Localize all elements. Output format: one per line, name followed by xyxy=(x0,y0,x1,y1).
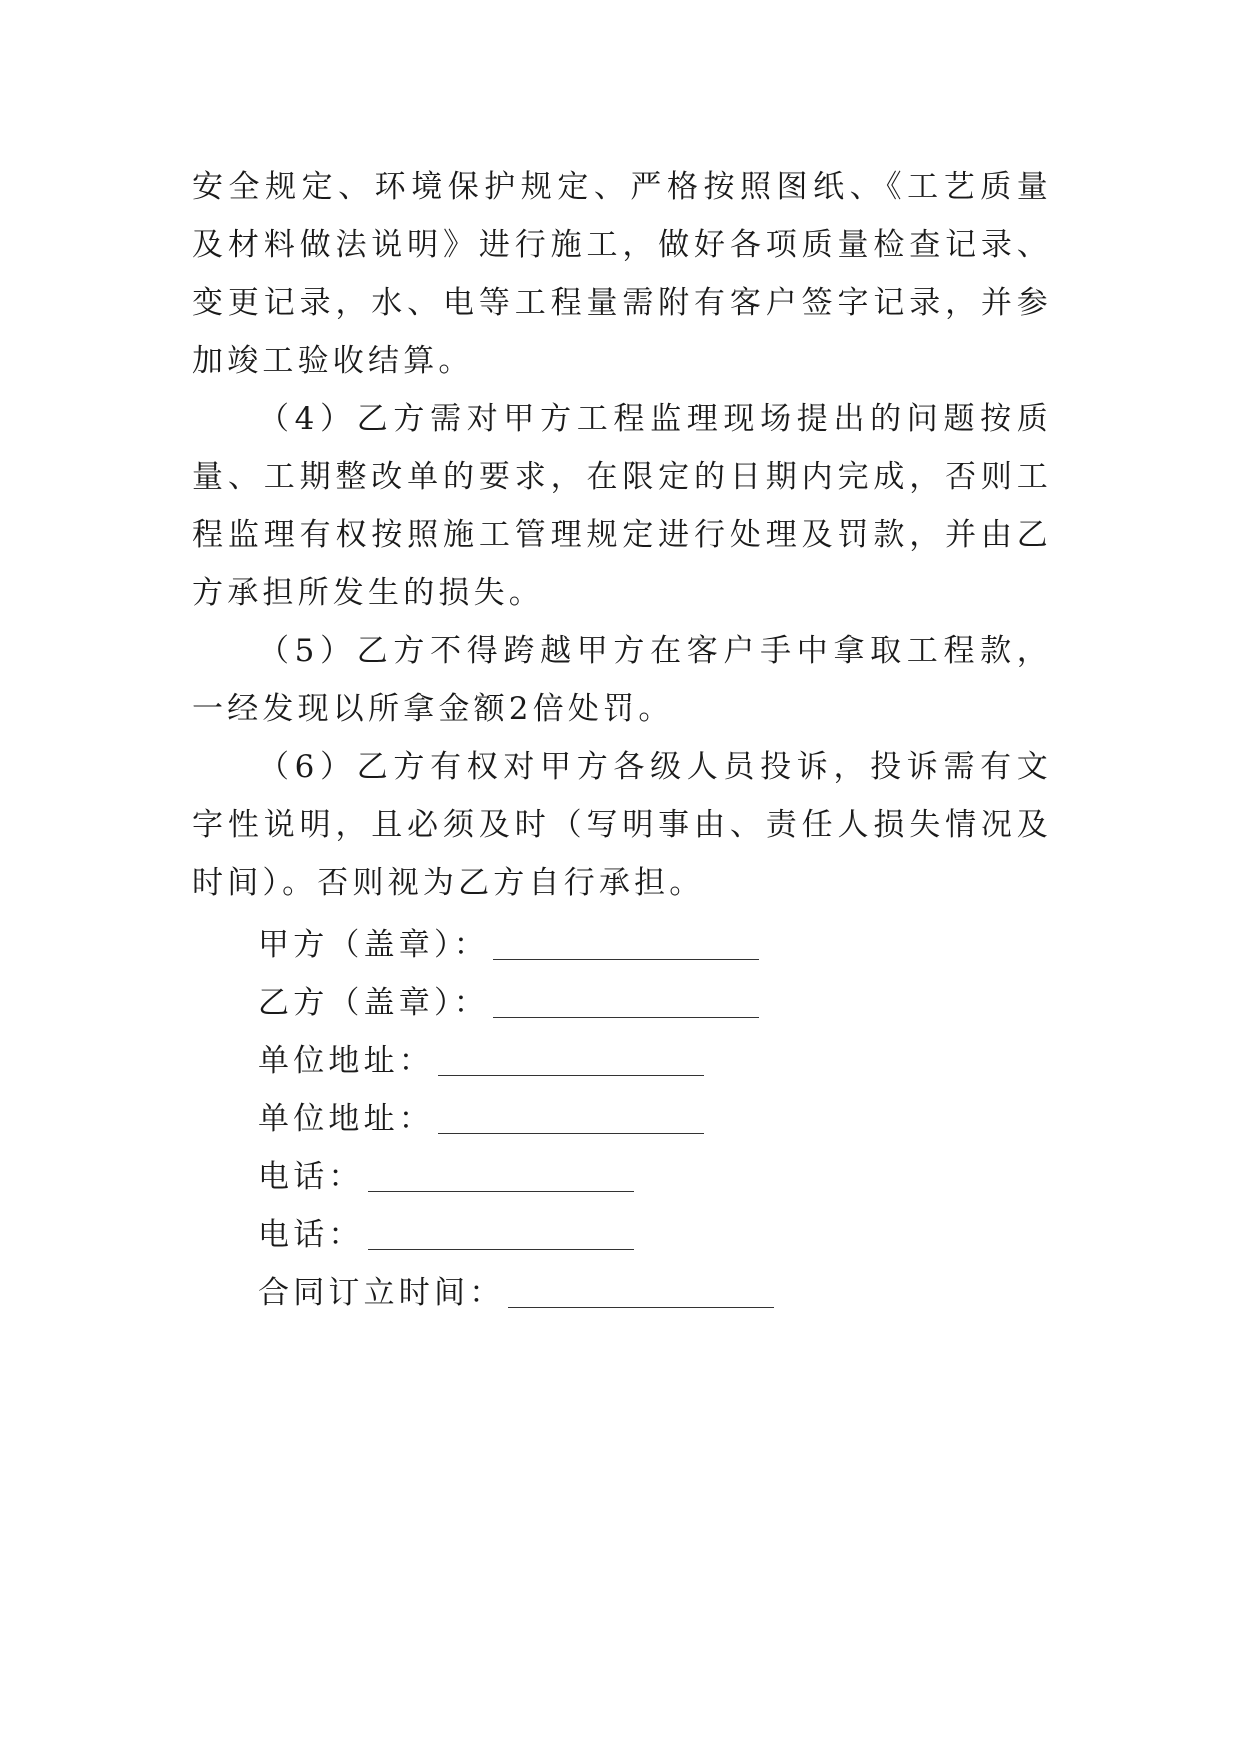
phone-b-label: 电话： xyxy=(258,1216,364,1253)
phone-a-blank[interactable] xyxy=(368,1161,634,1192)
contract-date-line xyxy=(192,1260,1052,1318)
party-a-seal-line xyxy=(192,912,1052,970)
phone-b-blank[interactable] xyxy=(368,1219,634,1250)
address-b-label: 单位地址： xyxy=(258,1100,434,1137)
signature-block xyxy=(192,912,1052,1318)
address-b-blank[interactable] xyxy=(438,1103,704,1134)
paragraph-3-continued: 安全规定、环境保护规定、严格按照图纸、《工艺质量及材料做法说明》进行施工，做好各项质量检查记录、变更记录，水、电等工程量需附有客户签字记录，并参加竣工验收结算。 xyxy=(192,169,1052,379)
contract-date-label: 合同订立时间： xyxy=(258,1274,505,1311)
document-page xyxy=(192,158,1052,1318)
party-a-seal-label: 甲方（盖章）： xyxy=(258,926,489,963)
paragraph-5: （5）乙方不得跨越甲方在客户手中拿取工程款，一经发现以所拿金额2倍处罚。 xyxy=(192,633,1052,727)
phone-a-line xyxy=(192,1144,1052,1202)
paragraph-6: （6）乙方有权对甲方各级人员投诉，投诉需有文字性说明，且必须及时（写明事由、责任人损失情况及时间）。否则视为乙方自行承担。 xyxy=(192,749,1052,901)
party-b-seal-blank[interactable] xyxy=(493,987,759,1018)
address-b-line xyxy=(192,1086,1052,1144)
address-a-line xyxy=(192,1028,1052,1086)
address-a-blank[interactable] xyxy=(438,1045,704,1076)
party-b-seal-line xyxy=(192,970,1052,1028)
party-b-seal-label: 乙方（盖章）： xyxy=(258,984,489,1021)
phone-b-line xyxy=(192,1202,1052,1260)
party-a-seal-blank[interactable] xyxy=(493,929,759,960)
address-a-label: 单位地址： xyxy=(258,1042,434,1079)
phone-a-label: 电话： xyxy=(258,1158,364,1195)
paragraph-4: （4）乙方需对甲方工程监理现场提出的问题按质量、工期整改单的要求，在限定的日期内完成，否则工程监理有权按照施工管理规定进行处理及罚款，并由乙方承担所发生的损失。 xyxy=(192,401,1052,611)
contract-date-blank[interactable] xyxy=(508,1277,774,1308)
